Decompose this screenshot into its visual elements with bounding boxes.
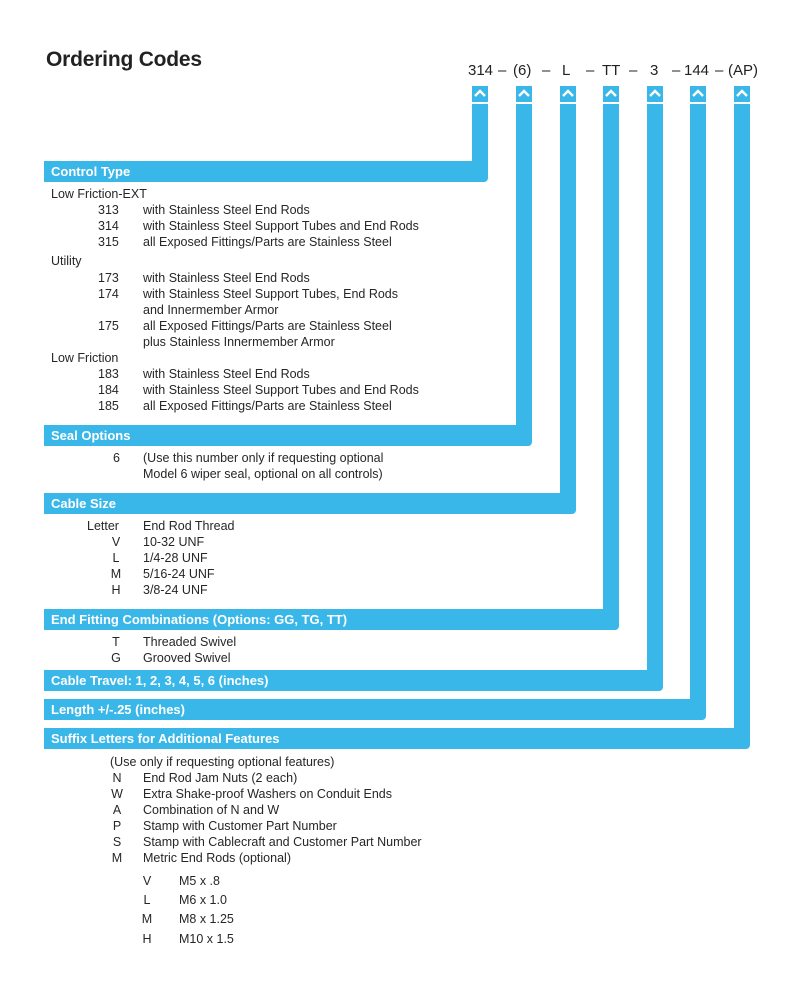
metric-desc: M8 x 1.25 [179, 912, 234, 926]
item-code: 315 [98, 235, 119, 249]
chevron-up-icon [734, 86, 750, 102]
section-header-seal-options: Seal Options [44, 425, 532, 446]
metric-desc: M5 x .8 [179, 874, 220, 888]
chevron-up-icon [516, 86, 532, 102]
section-header-cable-size: Cable Size [44, 493, 576, 514]
code-suffix: (AP) [728, 62, 758, 79]
chevron-up-icon [472, 86, 488, 102]
item-code: T [112, 635, 120, 649]
item-desc: all Exposed Fittings/Parts are Stainless Steel [143, 235, 392, 249]
chevron-up-icon [647, 86, 663, 102]
item-desc: Grooved Swivel [143, 651, 231, 665]
item-desc: with Stainless Steel End Rods [143, 271, 310, 285]
suffix-note: (Use only if requesting optional features) [110, 755, 335, 769]
column-header-thread: End Rod Thread [143, 519, 235, 533]
item-code: 184 [98, 383, 119, 397]
metric-code: M [141, 912, 153, 926]
group-name: Low Friction [51, 351, 119, 365]
item-code: 173 [98, 271, 119, 285]
connector-cable-size [560, 104, 576, 513]
metric-desc: M10 x 1.5 [179, 932, 234, 946]
item-code: L [112, 551, 120, 565]
metric-desc: M6 x 1.0 [179, 893, 227, 907]
code-cable-travel: 3 [650, 62, 659, 79]
section-header-control-type: Control Type [44, 161, 488, 182]
item-code: M [110, 567, 122, 581]
code-dash: – [586, 62, 595, 79]
item-desc: 1/4-28 UNF [143, 551, 208, 565]
item-code: 175 [98, 319, 119, 333]
code-end-fitting: TT [602, 62, 621, 79]
code-dash: – [715, 62, 724, 79]
item-desc: 3/8-24 UNF [143, 583, 208, 597]
connector-end-fitting [603, 104, 619, 629]
item-desc: Metric End Rods (optional) [143, 851, 291, 865]
item-code: W [111, 787, 123, 801]
item-desc-continued: Model 6 wiper seal, optional on all controls) [143, 467, 383, 481]
item-code: V [111, 535, 121, 549]
connector-cable-travel [647, 104, 663, 690]
code-seal-option: (6) [513, 62, 532, 79]
item-desc: (Use this number only if requesting optional [143, 451, 384, 465]
item-desc: 10-32 UNF [143, 535, 205, 549]
code-dash: – [542, 62, 551, 79]
item-desc: with Stainless Steel End Rods [143, 367, 310, 381]
item-desc: with Stainless Steel Support Tubes and End Rods [143, 383, 419, 397]
chevron-up-icon [560, 86, 576, 102]
item-desc: Threaded Swivel [143, 635, 237, 649]
item-desc: with Stainless Steel End Rods [143, 203, 310, 217]
item-code: N [112, 771, 122, 785]
item-code: 314 [98, 219, 119, 233]
section-header-end-fitting: End Fitting Combinations (Options: GG, TG, TT) [44, 609, 619, 630]
section-header-length: Length +/-.25 (inches) [44, 699, 706, 720]
group-name: Utility [51, 254, 82, 268]
item-desc: Combination of N and W [143, 803, 280, 817]
page-title: Ordering Codes [46, 48, 202, 71]
item-desc: Stamp with Customer Part Number [143, 819, 337, 833]
item-code: A [112, 803, 122, 817]
item-code: P [112, 819, 122, 833]
code-dash: – [629, 62, 638, 79]
item-code: G [111, 651, 121, 665]
connector-length [690, 104, 706, 719]
item-desc: all Exposed Fittings/Parts are Stainless Steel [143, 319, 392, 333]
item-code: S [112, 835, 122, 849]
metric-code: V [142, 874, 152, 888]
item-desc: Stamp with Cablecraft and Customer Part Number [143, 835, 422, 849]
section-header-suffix: Suffix Letters for Additional Features [44, 728, 750, 749]
item-code: 183 [98, 367, 119, 381]
metric-code: H [142, 932, 152, 946]
code-length: 144 [684, 62, 710, 79]
item-desc-continued: and Innermember Armor [143, 303, 279, 317]
code-dash: – [498, 62, 507, 79]
item-desc: with Stainless Steel Support Tubes and End Rods [143, 219, 419, 233]
section-header-cable-travel: Cable Travel: 1, 2, 3, 4, 5, 6 (inches) [44, 670, 663, 691]
item-desc: End Rod Jam Nuts (2 each) [143, 771, 298, 785]
metric-code: L [143, 893, 151, 907]
item-desc: Extra Shake-proof Washers on Conduit Ends [143, 787, 392, 801]
item-code: 6 [113, 451, 120, 465]
item-code: M [111, 851, 123, 865]
code-cable-size: L [562, 62, 571, 79]
item-desc: 5/16-24 UNF [143, 567, 215, 581]
code-control-type: 314 [468, 62, 494, 79]
item-desc: with Stainless Steel Support Tubes, End Rods [143, 287, 399, 301]
code-dash: – [672, 62, 681, 79]
item-code: H [111, 583, 121, 597]
connector-suffix [734, 104, 750, 748]
connector-seal-options [516, 104, 532, 445]
item-code: 174 [98, 287, 119, 301]
item-desc: all Exposed Fittings/Parts are Stainless Steel [143, 399, 392, 413]
item-code: 185 [98, 399, 119, 413]
column-header-letter: Letter [87, 519, 119, 533]
item-code: 313 [98, 203, 119, 217]
group-name: Low Friction-EXT [51, 187, 147, 201]
item-desc-continued: plus Stainless Innermember Armor [143, 335, 335, 349]
chevron-up-icon [603, 86, 619, 102]
chevron-up-icon [690, 86, 706, 102]
